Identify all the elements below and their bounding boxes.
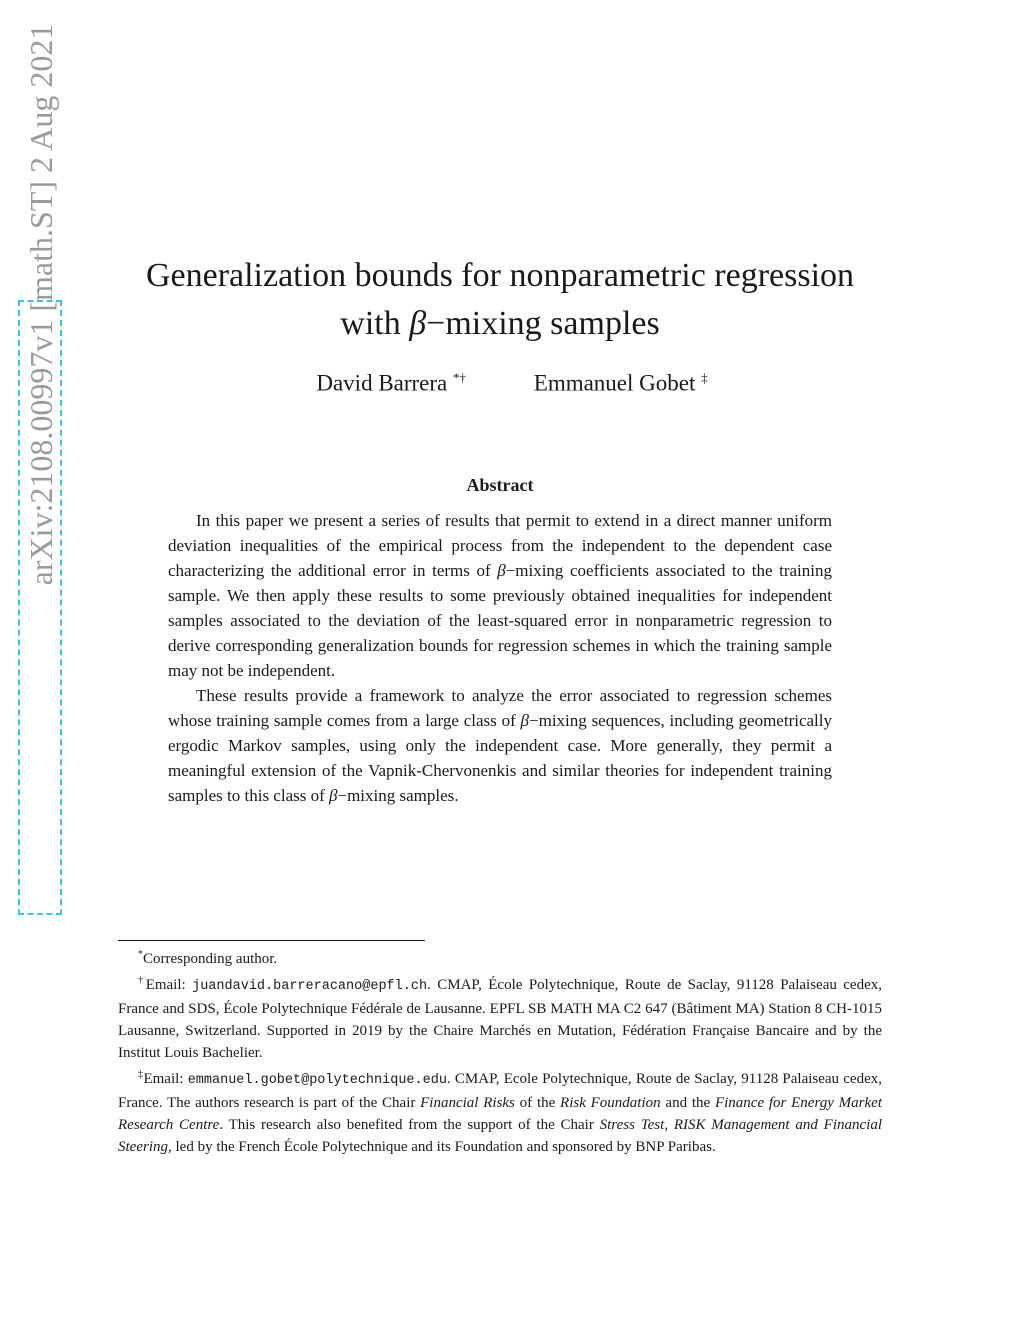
footnote-text-2: of the	[514, 1095, 561, 1111]
abstract-p2-c: −mixing samples.	[337, 786, 459, 805]
footnote-mark: ‡	[138, 1069, 144, 1080]
title-line-2-post: −mixing samples	[426, 305, 660, 342]
footnote-email-label: Email:	[143, 1071, 188, 1087]
email-link-barrera[interactable]: juandavid.barreracano@epfl.ch	[192, 979, 428, 994]
title-line-1: Generalization bounds for nonparametric regression	[145, 257, 855, 294]
author-marks: *†	[453, 370, 467, 385]
footnote-text: . CMAP, École Polytechnique, Route de Saclay, 91128 Palaiseau cedex, France and SDS, École Polytechnique Fédérale de Lausanne. EPFL SB MATH MA C2 647 (Bâtiment MA) Station 8 CH-1015 Lausanne, Switzerland. Supported in 2019 by the Chaire Marchés en Mutation, Fédération Française Bancaire and by the Institut Louis Bachelier.	[118, 977, 882, 1061]
abstract-p2-beta-2: β	[329, 786, 338, 805]
abstract-paragraph-1	[168, 508, 832, 683]
footnote-mark: †	[138, 975, 146, 986]
footnotes	[118, 944, 882, 1158]
footnote-barrera	[118, 970, 882, 1064]
author-name: David Barrera	[316, 370, 448, 396]
author-name: Emmanuel Gobet	[533, 370, 696, 396]
abstract-heading: Abstract	[466, 475, 534, 495]
title-beta: β	[409, 305, 427, 342]
chair-financial-risks: Financial Risks	[420, 1095, 515, 1111]
arxiv-stamp: arXiv:2108.00997v1 [math.ST] 2 Aug 2021	[23, 23, 59, 586]
abstract-p1-b: −mixing coefficients associated to the training sample. We then apply these results to some previously obtained inequalities for independent samples associated to the deviation of the least-squared error in nonparametric regression to derive corresponding generalization bounds for regression schemes in which the training sample may not be independent.	[168, 561, 832, 680]
footnote-email-label: Email:	[145, 977, 193, 993]
chair-stress-test: Stress Test, RISK Management and Financial Steering	[118, 1117, 882, 1155]
abstract-p1-a: In this paper we present a series of results that permit to extend in a direct manner uniform deviation inequalities of the empirical process from the independent to the dependent case characterizing the additional error in terms of	[168, 511, 832, 580]
author-marks: ‡	[701, 370, 708, 385]
abstract-p1-beta: β	[497, 561, 506, 580]
footnote-gobet	[118, 1064, 882, 1158]
footnote-mark: *	[138, 949, 143, 960]
footnote-text: Corresponding author.	[143, 951, 278, 967]
footnote-text-4: . This research also benefited from the support of the Chair	[219, 1117, 600, 1133]
title-line-2-pre: with	[340, 305, 410, 342]
abstract-p2-b: −mixing sequences, including geometrically ergodic Markov samples, using only the independent case. More generally, they permit a meaningful extension of the Vapnik-Chervonenkis and similar theories for independent training samples to this class of	[168, 711, 832, 805]
author-gobet	[534, 370, 708, 397]
footnote-rule	[118, 940, 425, 941]
footnote-text-3: and the	[660, 1095, 715, 1111]
paper-title	[100, 252, 900, 348]
abstract-p2-beta-1: β	[520, 711, 530, 730]
abstract-body	[168, 508, 832, 808]
footnote-text-5: , led by the French École Polytechnique and its Foundation and sponsored by BNP Paribas.	[168, 1139, 716, 1155]
footnote-text-1: . CMAP, Ecole Polytechnique, Route de Saclay, 91128 Palaiseau cedex, France. The authors research is part of the Chair	[118, 1071, 882, 1111]
author-barrera	[316, 370, 466, 397]
author-list	[0, 370, 1024, 397]
email-link-gobet[interactable]: emmanuel.gobet@polytechnique.edu	[187, 1073, 447, 1088]
footnote-corresponding	[118, 944, 882, 970]
risk-foundation: Risk Foundation	[560, 1095, 661, 1111]
abstract-paragraph-2	[168, 683, 832, 808]
energy-market-centre: Finance for Energy Market Research Centre	[118, 1095, 882, 1133]
abstract-p2-a: These results provide a framework to analyze the error associated to regression schemes whose training sample comes from a large class of	[168, 686, 832, 730]
